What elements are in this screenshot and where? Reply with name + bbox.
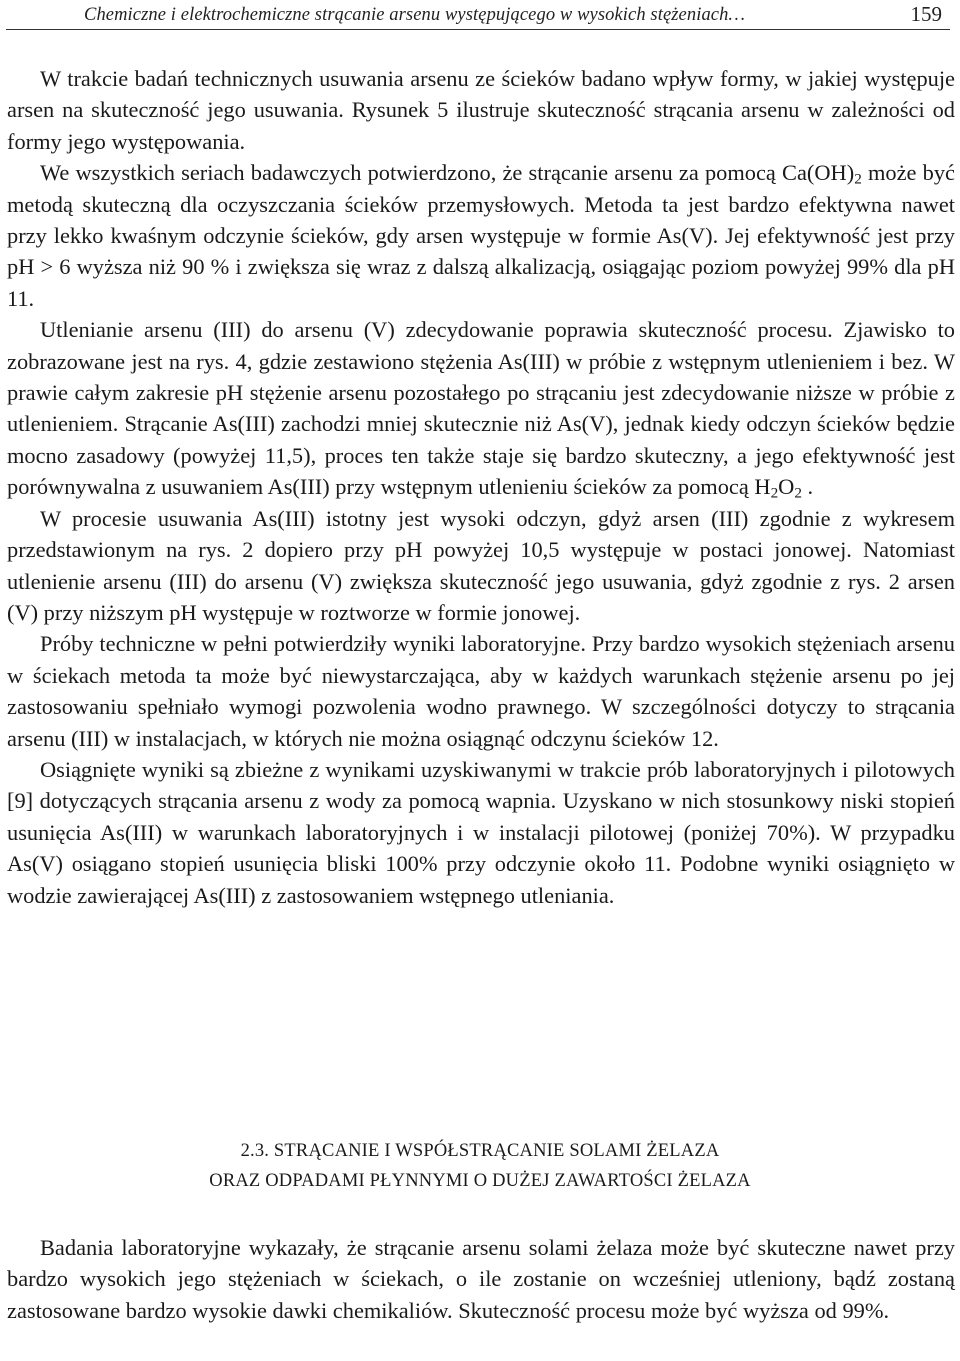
subscript: 2 <box>794 484 802 502</box>
paragraph-text: W procesie usuwania As(III) istotny jest wysoki odczyn, gdyż arsen (III) zgodnie z wykresem przedstawionym na rys. 2 dopiero przy pH powyżej 10,5 występuje w postaci jonowej. Natomiast utlenienie arsenu (III) do arsenu (V) zwiększa skuteczność jego usuwania, gdyż zgodnie z rys. 2 arsen (V) przy niższym pH występuje w roztworze w formie jonowej. <box>7 505 955 625</box>
page-header <box>6 0 950 31</box>
paragraph-text: może być metodą skuteczną dla oczyszczania ścieków przemysłowych. Metoda ta jest bardzo efektywna nawet przy lekko kwaśnym odczynie ścieków, gdy arsen występuje w formie As(V). Jej efektywność jest przy pH > 6 wyższa niż 90 % i zwiększa się wraz z dalszą alkalizacją, osiągając poziom powyżej 99% dla pH 11. <box>7 160 955 311</box>
section-text <box>7 1232 955 1326</box>
main-text <box>7 63 955 911</box>
paragraph-1 <box>7 63 955 157</box>
page-number: 159 <box>910 2 942 26</box>
paragraph-2 <box>7 157 955 314</box>
paragraph-text: Osiągnięte wyniki są zbieżne z wynikami uzyskiwanymi w trakcie prób laboratoryjnych i pilotowych [9] dotyczących strącania arsenu z wody za pomocą wapnia. Uzyskano w nich stosunkowy niski stopień usunięcia As(III) w warunkach laboratoryjnych i w instalacji pilotowej (poniżej 70%). W przypadku As(V) osiągano stopień usunięcia bliski 100% przy odczynie około 11. Podobne wyniki osiągnięto w wodzie zawierającej As(III) z zastosowaniem wstępnego utleniania. <box>7 756 955 908</box>
subscript: 2 <box>770 484 779 502</box>
paragraph-text: O <box>778 474 795 500</box>
header-divider <box>6 29 950 30</box>
running-title: Chemiczne i elektrochemiczne strącanie arsenu występującego w wysokich stężeniach… <box>84 5 746 25</box>
paragraph-text: W trakcie badań technicznych usuwania arsenu ze ścieków badano wpływ formy, w jakiej występuje arsen na skuteczność jego usuwania. Rysunek 5 ilustruje skuteczność strącania arsenu w zależności od formy jego występowania. <box>7 66 955 154</box>
paragraph-3 <box>7 314 955 502</box>
subscript: 2 <box>854 170 862 188</box>
paragraph-text: Próby techniczne w pełni potwierdziły wyniki laboratoryjne. Przy bardzo wysokich stężeniach arsenu w ściekach metoda ta może być niewystarczająca, aby w każdych warunkach stężenie arsenu po jej zastosowaniu spełniało wymogi pozwolenia wodno prawnego. W szczególności dotyczy to strącania arsenu (III) w instalacjach, w których nie można osiągnąć odczynu ścieków 12. <box>7 631 955 751</box>
section-heading-line-2: ORAZ ODPADAMI PŁYNNYMI O DUŻEJ ZAWARTOŚCI ŻELAZA <box>209 1171 751 1191</box>
paragraph-6 <box>7 754 955 911</box>
section-heading <box>0 1136 960 1196</box>
paragraph-text: We wszystkich seriach badawczych potwierdzono, że strącanie arsenu za pomocą Ca(OH) <box>40 160 855 186</box>
section-paragraph-1: Badania laboratoryjne wykazały, że strącanie arsenu solami żelaza może być skuteczne nawet przy bardzo wysokich jego stężeniach w ściekach, o ile zostanie on wcześniej utleniony, bądź zostaną zastosowane bardzo wysokie dawki chemikaliów. Skuteczność procesu może być wyższa od 99%. <box>7 1235 955 1323</box>
paragraph-text: . <box>801 474 814 500</box>
section-heading-line-1: 2.3. STRĄCANIE I WSPÓŁSTRĄCANIE SOLAMI ŻELAZA <box>240 1141 720 1161</box>
paragraph-4 <box>7 503 955 629</box>
paragraph-5 <box>7 628 955 754</box>
paragraph-text: Utlenianie arsenu (III) do arsenu (V) zdecydowanie poprawia skuteczność procesu. Zjawisko to zobrazowane jest na rys. 4, gdzie zestawiono stężenia As(III) w próbie z wstępnym utlenieniem i bez. W prawie całym zakresie pH stężenie arsenu pozostałego po strącaniu jest zdecydowanie niższe w próbie z utlenieniem. Strącanie As(III) zachodzi mniej skutecznie niż As(V), jednak kiedy odczyn ścieków będzie mocno zasadowy (powyżej 11,5), proces ten także staje się bardzo skuteczny, a jego efektywność jest porównywalna z usuwaniem As(III) przy wstępnym utlenieniu ścieków za pomocą H <box>7 317 955 500</box>
